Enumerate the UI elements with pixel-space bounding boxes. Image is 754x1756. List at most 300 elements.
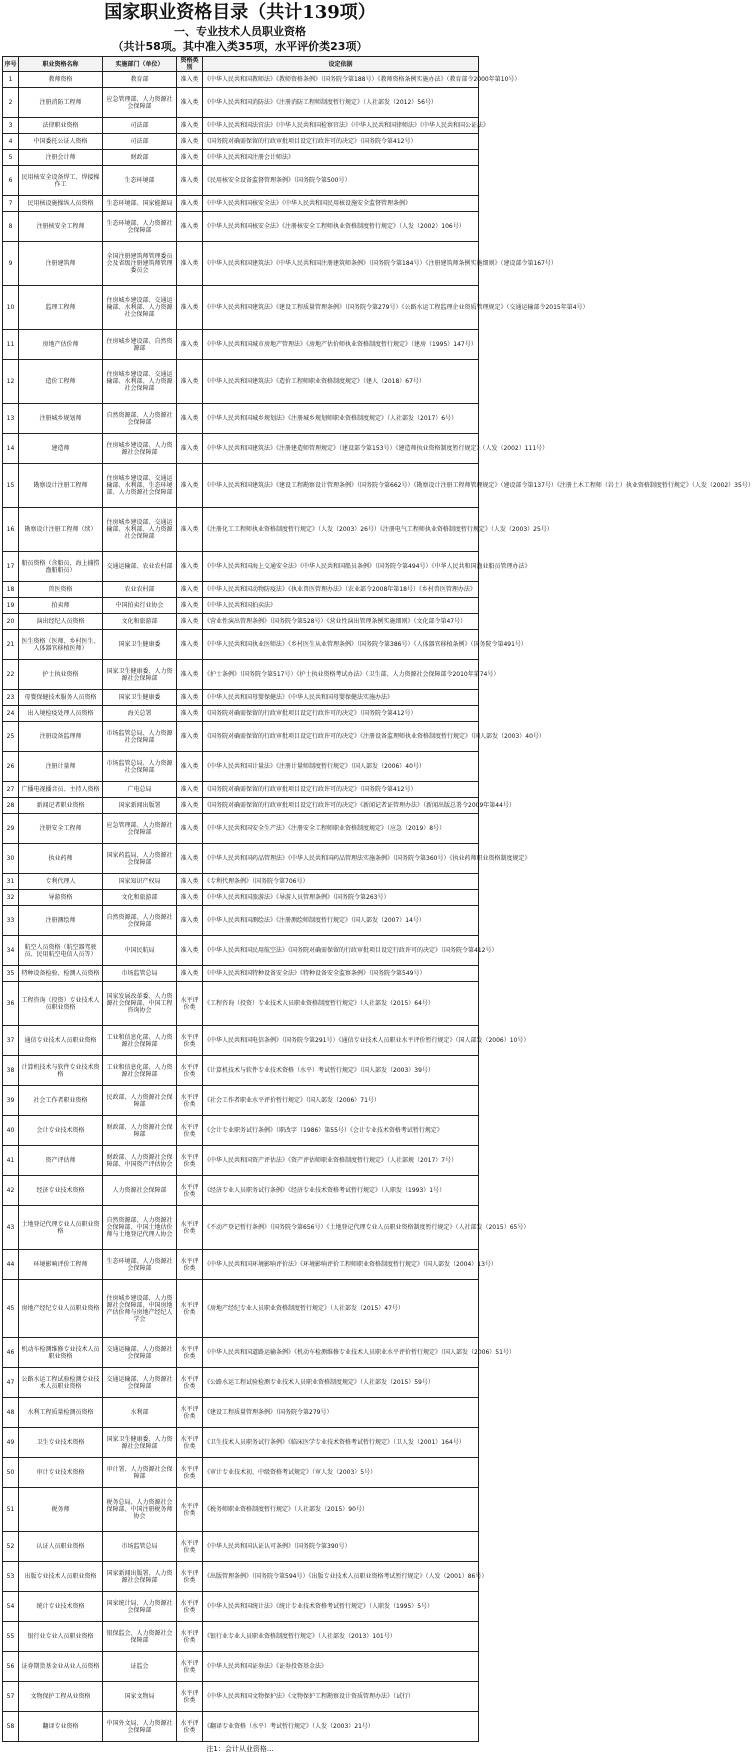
legal-basis: 《中华人民共和国证券法》《证券投资基金法》 — [203, 1652, 479, 1682]
qualification-name: 土地登记代理专业人员职业资格 — [19, 1206, 103, 1250]
document-title: 国家职业资格目录（共计139项） — [104, 2, 376, 23]
table-row — [3, 464, 479, 508]
qualification-name: 导游资格 — [19, 890, 103, 906]
table-row — [3, 1428, 479, 1458]
row-number: 10 — [3, 286, 19, 330]
row-number: 20 — [3, 614, 19, 630]
qualification-category: 准入类 — [177, 464, 203, 508]
table-row — [3, 1280, 479, 1338]
implementing-department: 住房城乡建设部、人力资源社会保障部、中国房地产估价师与房地产经纪人学会 — [103, 1280, 177, 1338]
table-header-row — [3, 57, 479, 72]
legal-basis: 《营业性演出管理条例》（国务院令第528号）《营业性演出管理条例实施细则》（文化部令第47号） — [203, 614, 479, 630]
table-row — [3, 630, 479, 660]
table-row — [3, 286, 479, 330]
table-row — [3, 782, 479, 798]
table-row — [3, 906, 479, 936]
qualification-category: 准入类 — [177, 150, 203, 166]
legal-basis: 《中华人民共和国药品管理法》《中华人民共和国药品管理法实施条例》（国务院令第360号）《执业药师职业资格制度规定》 — [203, 844, 479, 874]
row-number: 41 — [3, 1146, 19, 1176]
qualification-name: 护士执业资格 — [19, 660, 103, 690]
row-number: 14 — [3, 434, 19, 464]
row-number: 58 — [3, 1712, 19, 1742]
qualification-name: 专利代理人 — [19, 874, 103, 890]
qualification-name: 中国委托公证人资格 — [19, 134, 103, 150]
qualification-category: 准入类 — [177, 598, 203, 614]
qualification-name: 公路水运工程试验检测专业技术人员职业资格 — [19, 1368, 103, 1398]
implementing-department: 自然资源部、人力资源社会保障部 — [103, 404, 177, 434]
qualification-category: 准入类 — [177, 118, 203, 134]
qualification-name: 兽医资格 — [19, 582, 103, 598]
legal-basis: 《国务院对确需保留的行政审批项目设定行政许可的决定》（国务院令第412号） — [203, 782, 479, 798]
table-row — [3, 1250, 479, 1280]
row-number: 35 — [3, 966, 19, 982]
qualification-category: 水平评价类 — [177, 1176, 203, 1206]
table-row — [3, 614, 479, 630]
qualification-name: 认证人员职业资格 — [19, 1532, 103, 1562]
qualification-name: 母婴保健技术服务人员资格 — [19, 690, 103, 706]
row-number: 54 — [3, 1592, 19, 1622]
legal-basis: 《中华人民共和国资产评估法》《资产评估师职业资格制度暂行规定》（人社部规（2017）7号） — [203, 1146, 479, 1176]
qualification-category: 准入类 — [177, 72, 203, 88]
implementing-department: 应急管理部、人力资源社会保障部 — [103, 88, 177, 118]
qualification-name: 经济专业技术资格 — [19, 1176, 103, 1206]
column-header-name: 职业资格名称 — [19, 57, 103, 72]
qualification-name: 统计专业技术资格 — [19, 1592, 103, 1622]
implementing-department: 中国民航局 — [103, 936, 177, 966]
table-row — [3, 1146, 479, 1176]
implementing-department: 司法部 — [103, 118, 177, 134]
qualification-category: 准入类 — [177, 196, 203, 212]
implementing-department: 应急管理部、人力资源社会保障部 — [103, 814, 177, 844]
qualification-name: 房地产估价师 — [19, 330, 103, 360]
table-row — [3, 196, 479, 212]
legal-basis: 《中华人民共和国安全生产法》《注册安全工程师职业资格制度规定》（应急（2019）8号） — [203, 814, 479, 844]
legal-basis: 《中华人民共和国建筑法》《建设工程勘察设计管理条例》（国务院令第662号）《勘察设计注册工程师管理规定》（建设部令第137号）《注册土木工程师（岩土）执业资格制度暂行规定》（人发（2002）35号） — [203, 464, 479, 508]
legal-basis: 《翻译专业资格（水平）考试暂行规定》（人发（2003）21号） — [203, 1712, 479, 1742]
table-row — [3, 1682, 479, 1712]
implementing-department: 国家卫生健康委 — [103, 690, 177, 706]
qualification-name: 环境影响评价工程师 — [19, 1250, 103, 1280]
legal-basis: 《中华人民共和国核安全法》《中华人民共和国民用核设施安全监督管理条例》 — [203, 196, 479, 212]
qualification-category: 水平评价类 — [177, 1428, 203, 1458]
legal-basis: 《中华人民共和国建筑法》《建设工程质量管理条例》（国务院令第279号）《公路水运工程监理企业资质管理规定》（交通运输部令2015年第4号） — [203, 286, 479, 330]
table-row — [3, 874, 479, 890]
legal-basis: 《中华人民共和国道路运输条例》《机动车检测维修专业技术人员职业水平评价暂行规定》（国人部发（2006）51号） — [203, 1338, 479, 1368]
legal-basis: 《计算机技术与软件专业技术资格（水平）考试暂行规定》（国人部发（2003）39号） — [203, 1056, 479, 1086]
qualification-name: 注册核安全工程师 — [19, 212, 103, 242]
legal-basis: 《经济专业人员职务试行条例》《经济专业技术资格考试暂行规定》（人职发（1993）1号） — [203, 1176, 479, 1206]
qualification-category: 准入类 — [177, 906, 203, 936]
qualification-name: 资产评估师 — [19, 1146, 103, 1176]
table-row — [3, 982, 479, 1026]
implementing-department: 审计署、人力资源社会保障部 — [103, 1458, 177, 1488]
table-row — [3, 360, 479, 404]
row-number: 32 — [3, 890, 19, 906]
qualification-name: 注册测绘师 — [19, 906, 103, 936]
table-body — [3, 72, 754, 1742]
qualification-category: 水平评价类 — [177, 1652, 203, 1682]
implementing-department: 中国拍卖行业协会 — [103, 598, 177, 614]
implementing-department: 住房城乡建设部、交通运输部、水利部、人力资源社会保障部 — [103, 286, 177, 330]
qualification-name: 监理工程师 — [19, 286, 103, 330]
legal-basis: 《工程咨询（投资）专业技术人员职业资格制度暂行规定》（人社部发（2015）64号） — [203, 982, 479, 1026]
qualification-name: 注册消防工程师 — [19, 88, 103, 118]
table-row — [3, 966, 479, 982]
legal-basis: 《护士条例》（国务院令第517号）《护士执业资格考试办法》（卫生部、人力资源社会保障部令2010年第74号） — [203, 660, 479, 690]
qualification-name: 造价工程师 — [19, 360, 103, 404]
table-row — [3, 936, 479, 966]
implementing-department: 住房城乡建设部、交通运输部、水利部、人力资源社会保障部 — [103, 360, 177, 404]
qualification-category: 水平评价类 — [177, 1712, 203, 1742]
row-number: 1 — [3, 72, 19, 88]
qualification-category: 准入类 — [177, 660, 203, 690]
row-number: 40 — [3, 1116, 19, 1146]
legal-basis: 《中华人民共和国注册会计师法》 — [203, 150, 479, 166]
legal-basis: 《专利代理条例》（国务院令第706号） — [203, 874, 479, 890]
legal-basis: 《中华人民共和国统计法》《统计专业技术资格考试暂行规定》（人职发（1995）5号） — [203, 1592, 479, 1622]
table-row — [3, 150, 479, 166]
table-row — [3, 166, 479, 196]
implementing-department: 生态环境部、国家能源局 — [103, 196, 177, 212]
qualification-category: 水平评价类 — [177, 1532, 203, 1562]
row-number: 21 — [3, 630, 19, 660]
row-number: 3 — [3, 118, 19, 134]
legal-basis: 《会计专业职务试行条例》（职改字（1986）第55号）《会计专业技术资格考试暂行规定》 — [203, 1116, 479, 1146]
qualification-category: 准入类 — [177, 798, 203, 814]
row-number: 29 — [3, 814, 19, 844]
table-row — [3, 1532, 479, 1562]
row-number: 56 — [3, 1652, 19, 1682]
document-header — [0, 0, 480, 54]
implementing-department: 住房城乡建设部、交通运输部、水利部、人力资源社会保障部 — [103, 508, 177, 552]
legal-basis: 《中华人民共和国消防法》《注册消防工程师制度暂行规定》（人社部发（2012）56号） — [203, 88, 479, 118]
legal-basis: 《中华人民共和国教师法》《教师资格条例》（国务院令第188号）《教师资格条例实施办法》（教育部令2000年第10号） — [203, 72, 479, 88]
qualification-name: 注册会计师 — [19, 150, 103, 166]
implementing-department: 国家卫生健康委 — [103, 630, 177, 660]
qualification-name: 审计专业技术资格 — [19, 1458, 103, 1488]
qualification-category: 准入类 — [177, 434, 203, 464]
qualification-name: 航空人员资格（航空器驾驶员、民用航空电信人员等） — [19, 936, 103, 966]
table-row — [3, 1712, 479, 1742]
legal-basis: 《房地产经纪专业人员职业资格制度暂行规定》（人社部发（2015）47号） — [203, 1280, 479, 1338]
qualification-name: 工程咨询（投资）专业技术人员职业资格 — [19, 982, 103, 1026]
legal-basis: 《中华人民共和国母婴保健法》《中华人民共和国母婴保健法实施办法》 — [203, 690, 479, 706]
legal-basis: 《中华人民共和国文物保护法》《文物保护工程勘察设计资质管理办法》（试行） — [203, 1682, 479, 1712]
qualification-category: 准入类 — [177, 874, 203, 890]
legal-basis: 《中华人民共和国建筑法》《中华人民共和国注册建筑师条例》（国务院令第184号）《注册建筑师条例实施细则》（建设部令第167号） — [203, 242, 479, 286]
column-header-category: 资格类别 — [177, 57, 203, 72]
row-number: 9 — [3, 242, 19, 286]
implementing-department: 住房城乡建设部、自然资源部 — [103, 330, 177, 360]
row-number: 31 — [3, 874, 19, 890]
qualification-name: 教师资格 — [19, 72, 103, 88]
implementing-department: 国家卫生健康委、人力资源社会保障部 — [103, 660, 177, 690]
row-number: 18 — [3, 582, 19, 598]
qualification-name: 执业药师 — [19, 844, 103, 874]
row-number: 37 — [3, 1026, 19, 1056]
implementing-department: 文化和旅游部 — [103, 890, 177, 906]
qualification-category: 准入类 — [177, 814, 203, 844]
implementing-department: 人力资源社会保障部 — [103, 1176, 177, 1206]
implementing-department: 国家知识产权局 — [103, 874, 177, 890]
qualification-category: 水平评价类 — [177, 1488, 203, 1532]
column-header-basis: 设定依据 — [203, 57, 479, 72]
row-number: 23 — [3, 690, 19, 706]
legal-basis: 《中华人民共和国建筑法》《造价工程师职业资格制度规定》（建人（2018）67号） — [203, 360, 479, 404]
legal-basis: 《出版管理条例》（国务院令第594号）《出版专业技术人员职业资格考试暂行规定》（人发（2001）86号） — [203, 1562, 479, 1592]
qualification-category: 水平评价类 — [177, 1280, 203, 1338]
qualification-name: 演出经纪人员资格 — [19, 614, 103, 630]
legal-basis: 《中华人民共和国动物防疫法》《执业兽医管理办法》（农业部令2008年第18号）《乡村兽医管理办法》 — [203, 582, 479, 598]
qualification-name: 房地产经纪专业人员职业资格 — [19, 1280, 103, 1338]
qualification-name: 水利工程质量检测员资格 — [19, 1398, 103, 1428]
legal-basis: 《中华人民共和国民用航空法》《国务院对确需保留的行政审批项目设定行政许可的决定》（国务院令第412号） — [203, 936, 479, 966]
qualification-category: 水平评价类 — [177, 1368, 203, 1398]
qualification-name: 新闻记者职业资格 — [19, 798, 103, 814]
legal-basis: 《审计专业技术初、中级资格考试规定》（审人发（2003）5号） — [203, 1458, 479, 1488]
qualification-table — [2, 56, 754, 1742]
table-row — [3, 890, 479, 906]
row-number: 15 — [3, 464, 19, 508]
row-number: 36 — [3, 982, 19, 1026]
qualification-category: 准入类 — [177, 242, 203, 286]
qualification-name: 注册计量师 — [19, 752, 103, 782]
qualification-category: 准入类 — [177, 722, 203, 752]
legal-basis: 《国务院对确需保留的行政审批项目设定行政许可的决定》（国务院令第412号） — [203, 706, 479, 722]
implementing-department: 自然资源部、人力资源社会保障部 — [103, 906, 177, 936]
legal-basis: 《社会工作者职业水平评价暂行规定》（国人部发（2006）71号） — [203, 1086, 479, 1116]
qualification-name: 机动车检测维修专业技术人员职业资格 — [19, 1338, 103, 1368]
qualification-category: 准入类 — [177, 134, 203, 150]
row-number: 48 — [3, 1398, 19, 1428]
legal-basis: 《公路水运工程试验检测专业技术人员职业资格制度规定》（人社部发（2015）59号） — [203, 1368, 479, 1398]
qualification-name: 注册建筑师 — [19, 242, 103, 286]
qualification-category: 准入类 — [177, 404, 203, 434]
table-row — [3, 1562, 479, 1592]
qualification-category: 水平评价类 — [177, 1116, 203, 1146]
qualification-name: 出版专业技术人员职业资格 — [19, 1562, 103, 1592]
table-row — [3, 134, 479, 150]
table-row — [3, 1206, 479, 1250]
row-number: 19 — [3, 598, 19, 614]
row-number: 45 — [3, 1280, 19, 1338]
table-row — [3, 508, 479, 552]
qualification-category: 水平评价类 — [177, 1592, 203, 1622]
row-number: 13 — [3, 404, 19, 434]
qualification-category: 水平评价类 — [177, 1682, 203, 1712]
row-number: 50 — [3, 1458, 19, 1488]
qualification-category: 水平评价类 — [177, 1622, 203, 1652]
table-row — [3, 118, 479, 134]
table-row — [3, 690, 479, 706]
table-row — [3, 404, 479, 434]
qualification-category: 准入类 — [177, 360, 203, 404]
implementing-department: 市场监管总局 — [103, 966, 177, 982]
row-number: 25 — [3, 722, 19, 752]
legal-basis: 《国务院对确需保留的行政审批项目设定行政许可的决定》《注册设备监理师执业资格制度暂行规定》（国人部发（2003）40号） — [203, 722, 479, 752]
qualification-name: 翻译专业资格 — [19, 1712, 103, 1742]
qualification-name: 银行业专业人员职业资格 — [19, 1622, 103, 1652]
qualification-category: 水平评价类 — [177, 1398, 203, 1428]
implementing-department: 农业农村部 — [103, 582, 177, 598]
implementing-department: 生态环境部、人力资源社会保障部 — [103, 212, 177, 242]
implementing-department: 教育部 — [103, 72, 177, 88]
legal-basis: 《中华人民共和国计量法》《注册计量师制度暂行规定》（国人部发（2006）40号） — [203, 752, 479, 782]
qualification-category: 水平评价类 — [177, 1250, 203, 1280]
qualification-category: 水平评价类 — [177, 1562, 203, 1592]
qualification-name: 船员资格（含船员、海上捕捞渔船船员） — [19, 552, 103, 582]
table-row — [3, 1622, 479, 1652]
implementing-department: 税务总局、人力资源社会保障部、中国注册税务师协会 — [103, 1488, 177, 1532]
row-number: 51 — [3, 1488, 19, 1532]
qualification-category: 准入类 — [177, 706, 203, 722]
qualification-category: 准入类 — [177, 212, 203, 242]
implementing-department: 中国外文局、人力资源社会保障部 — [103, 1712, 177, 1742]
implementing-department: 财政部、人力资源社会保障部 — [103, 1116, 177, 1146]
row-number: 30 — [3, 844, 19, 874]
legal-basis: 《中华人民共和国海上交通安全法》《中华人民共和国船员条例》（国务院令第494号）《中华人民共和国渔业船员管理办法》 — [203, 552, 479, 582]
qualification-category: 水平评价类 — [177, 1086, 203, 1116]
legal-basis: 《建设工程质量管理条例》（国务院令第279号） — [203, 1398, 479, 1428]
table-row — [3, 844, 479, 874]
row-number: 28 — [3, 798, 19, 814]
qualification-name: 特种设备检验、检测人员资格 — [19, 966, 103, 982]
row-number: 7 — [3, 196, 19, 212]
qualification-name: 拍卖师 — [19, 598, 103, 614]
qualification-name: 注册城乡规划师 — [19, 404, 103, 434]
row-number: 24 — [3, 706, 19, 722]
row-number: 8 — [3, 212, 19, 242]
table-row — [3, 582, 479, 598]
section-summary: （共计58项。其中准入类35项，水平评价类23项） — [112, 40, 368, 53]
qualification-category: 准入类 — [177, 614, 203, 630]
implementing-department: 海关总署 — [103, 706, 177, 722]
implementing-department: 国家新闻出版署、人力资源社会保障部 — [103, 1562, 177, 1592]
row-number: 27 — [3, 782, 19, 798]
legal-basis: 《中华人民共和国拍卖法》 — [203, 598, 479, 614]
qualification-category: 准入类 — [177, 166, 203, 196]
column-header-dept: 实施部门（单位） — [103, 57, 177, 72]
implementing-department: 国家统计局、人力资源社会保障部 — [103, 1592, 177, 1622]
qualification-name: 民用核安全设备焊工、焊接操作工 — [19, 166, 103, 196]
table-row — [3, 1592, 479, 1622]
qualification-category: 水平评价类 — [177, 1056, 203, 1086]
table-row — [3, 660, 479, 690]
implementing-department: 交通运输部、人力资源社会保障部 — [103, 1368, 177, 1398]
section-title: 一、专业技术人员职业资格 — [174, 25, 306, 38]
row-number: 42 — [3, 1176, 19, 1206]
table-row — [3, 1458, 479, 1488]
qualification-name: 卫生专业技术资格 — [19, 1428, 103, 1458]
table-row — [3, 814, 479, 844]
legal-basis: 《中华人民共和国核安全法》《注册核安全工程师执业资格制度暂行规定》（人发（2002）106号） — [203, 212, 479, 242]
implementing-department: 广电总局 — [103, 782, 177, 798]
table-row — [3, 72, 479, 88]
row-number: 16 — [3, 508, 19, 552]
row-number: 6 — [3, 166, 19, 196]
table-row — [3, 752, 479, 782]
table-row — [3, 1368, 479, 1398]
legal-basis: 《卫生技术人员职务试行条例》《临床医学专业技术资格考试暂行规定》（卫人发（2001）164号） — [203, 1428, 479, 1458]
table-row — [3, 88, 479, 118]
legal-basis: 《中华人民共和国电信条例》（国务院令第291号）《通信专业技术人员职业水平评价暂行规定》（国人部发（2006）10号） — [203, 1026, 479, 1056]
legal-basis: 《中华人民共和国测绘法》《注册测绘师制度暂行规定》（国人部发（2007）14号） — [203, 906, 479, 936]
row-number: 46 — [3, 1338, 19, 1368]
implementing-department: 证监会 — [103, 1652, 177, 1682]
qualification-name: 社会工作者职业资格 — [19, 1086, 103, 1116]
implementing-department: 市场监管总局、人力资源社会保障部 — [103, 722, 177, 752]
qualification-name: 注册设备监理师 — [19, 722, 103, 752]
implementing-department: 司法部 — [103, 134, 177, 150]
qualification-name: 广播电视播音员、主持人资格 — [19, 782, 103, 798]
qualification-category: 准入类 — [177, 582, 203, 598]
row-number: 26 — [3, 752, 19, 782]
implementing-department: 财政部、人力资源社会保障部、中国资产评估协会 — [103, 1146, 177, 1176]
legal-basis: 《国务院对确需保留的行政审批项目设定行政许可的决定》（国务院令第412号） — [203, 134, 479, 150]
implementing-department: 交通运输部、人力资源社会保障部 — [103, 1338, 177, 1368]
table-row — [3, 434, 479, 464]
legal-basis: 《不动产登记暂行条例》（国务院令第656号）《土地登记代理专业人员职业资格制度暂行规定》（人社部发（2015）65号） — [203, 1206, 479, 1250]
row-number: 44 — [3, 1250, 19, 1280]
qualification-category: 水平评价类 — [177, 1026, 203, 1056]
implementing-department: 市场监管总局 — [103, 1532, 177, 1562]
qualification-name: 文物保护工程从业资格 — [19, 1682, 103, 1712]
legal-basis: 《注册化工工程师执业资格制度暂行规定》（人发（2003）26号）《注册电气工程师执业资格制度暂行规定》（人发（2003）25号） — [203, 508, 479, 552]
qualification-name: 勘察设计注册工程师（续） — [19, 508, 103, 552]
footnote: 注1：会计从业资格... — [206, 1745, 274, 1753]
legal-basis: 《民用核安全设备监督管理条例》（国务院令第500号） — [203, 166, 479, 196]
table-row — [3, 552, 479, 582]
implementing-department: 全国注册建筑师管理委员会及省级注册建筑师管理委员会 — [103, 242, 177, 286]
row-number: 33 — [3, 906, 19, 936]
implementing-department: 市场监管总局、人力资源社会保障部 — [103, 752, 177, 782]
implementing-department: 国家药监局、人力资源社会保障部 — [103, 844, 177, 874]
qualification-category: 准入类 — [177, 966, 203, 982]
qualification-name: 证券期货基金业从业人员资格 — [19, 1652, 103, 1682]
implementing-department: 国家卫生健康委、人力资源社会保障部 — [103, 1428, 177, 1458]
qualification-name: 建造师 — [19, 434, 103, 464]
qualification-category: 准入类 — [177, 782, 203, 798]
legal-basis: 《银行业专业人员职业资格制度暂行规定》（人社部发（2013）101号） — [203, 1622, 479, 1652]
row-number: 22 — [3, 660, 19, 690]
qualification-category: 准入类 — [177, 844, 203, 874]
table-row — [3, 1056, 479, 1086]
qualification-category: 准入类 — [177, 630, 203, 660]
row-number: 43 — [3, 1206, 19, 1250]
legal-basis: 《中华人民共和国法官法》《中华人民共和国检察官法》《中华人民共和国律师法》《中华人民共和国公证法》 — [203, 118, 479, 134]
table-row — [3, 1652, 479, 1682]
legal-basis: 《中华人民共和国旅游法》《导游人员管理条例》（国务院令第263号） — [203, 890, 479, 906]
row-number: 12 — [3, 360, 19, 404]
qualification-name: 勘察设计注册工程师 — [19, 464, 103, 508]
row-number: 49 — [3, 1428, 19, 1458]
row-number: 34 — [3, 936, 19, 966]
row-number: 4 — [3, 134, 19, 150]
qualification-category: 准入类 — [177, 508, 203, 552]
qualification-category: 准入类 — [177, 936, 203, 966]
qualification-name: 法律职业资格 — [19, 118, 103, 134]
implementing-department: 生态环境部 — [103, 166, 177, 196]
legal-basis: 《中华人民共和国环境影响评价法》《环境影响评价工程师职业资格制度暂行规定》（国人部发（2004）13号） — [203, 1250, 479, 1280]
qualification-name: 注册安全工程师 — [19, 814, 103, 844]
legal-basis: 《中华人民共和国认证认可条例》（国务院令第390号） — [203, 1532, 479, 1562]
implementing-department: 工业和信息化部、人力资源社会保障部 — [103, 1056, 177, 1086]
row-number: 2 — [3, 88, 19, 118]
row-number: 38 — [3, 1056, 19, 1086]
table-row — [3, 706, 479, 722]
legal-basis: 《中华人民共和国建筑法》《注册建造师管理规定》（建设部令第153号）《建造师执业资格制度暂行规定》（人发（2002）111号） — [203, 434, 479, 464]
implementing-department: 文化和旅游部 — [103, 614, 177, 630]
